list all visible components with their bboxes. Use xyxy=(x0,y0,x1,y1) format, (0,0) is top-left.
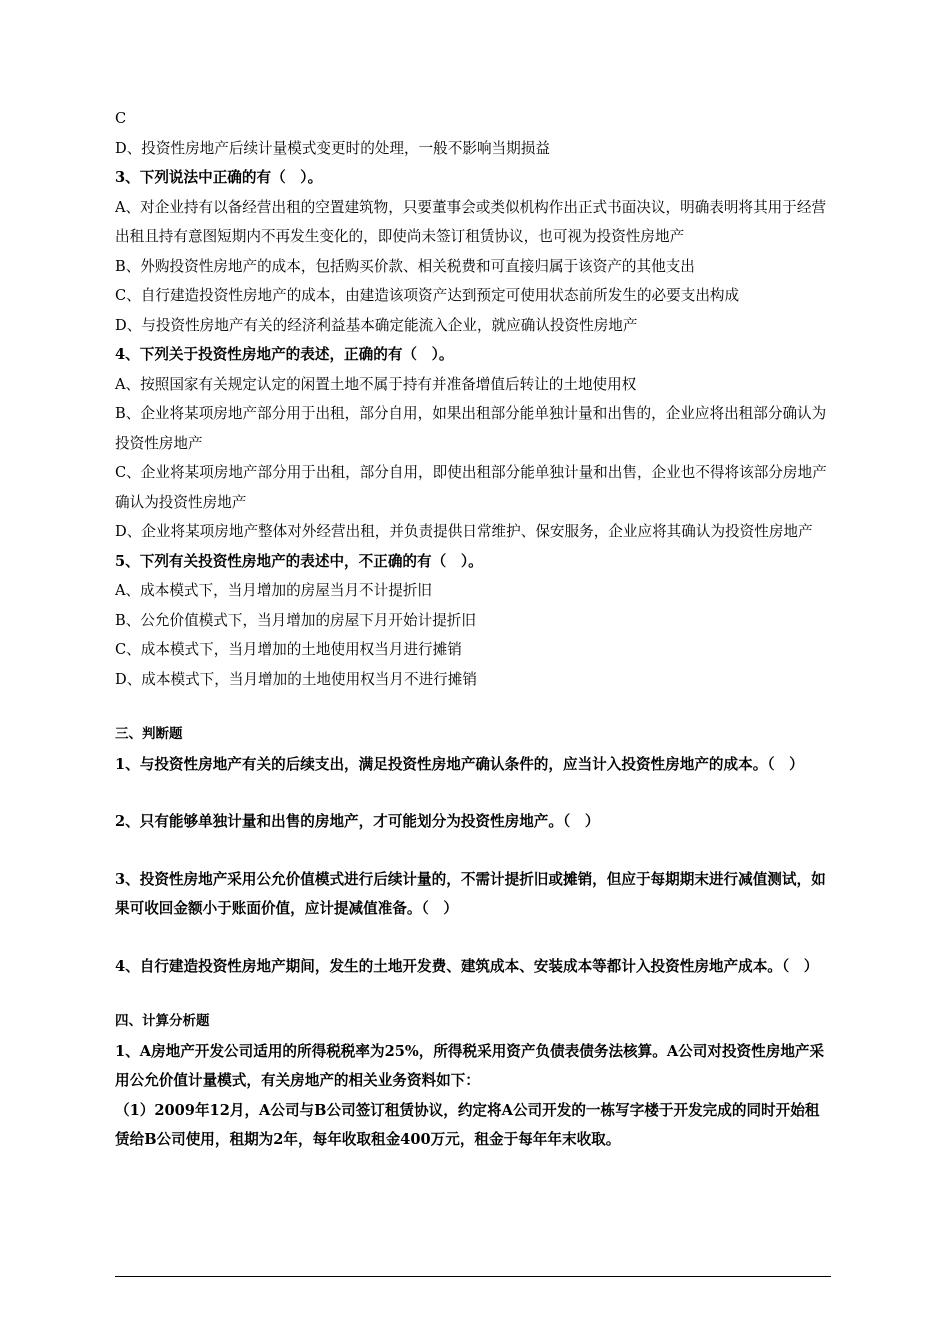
spacer xyxy=(115,924,831,952)
question-4-option-a: A、按照国家有关规定认定的闲置土地不属于持有并准备增值后转让的土地使用权 xyxy=(115,375,637,393)
spacer xyxy=(115,694,831,720)
question-4-option-c: C、企业将某项房地产部分用于出租，部分自用，即使出租部分能单独计量和出售，企业也不得将该部分房地产确认为投资性房地产 xyxy=(115,464,827,511)
question-4-option-d: D、企业将某项房地产整体对外经营出租，并负责提供日常维护、保安服务，企业应将其确认为投资性房地产 xyxy=(115,523,813,540)
prev-option-c: C xyxy=(115,110,127,127)
question-5-title: 5、下列有关投资性房地产的表述中，不正确的有（ ）。 xyxy=(115,552,483,570)
section-4-heading: 四、计算分析题 xyxy=(115,1013,210,1029)
spacer xyxy=(115,837,831,865)
prev-option-d: D、投资性房地产后续计量模式变更时的处理，一般不影响当期损益 xyxy=(115,139,550,157)
question-3-option-a: A、对企业持有以备经营出租的空置建筑物，只要董事会或类似机构作出正式书面决议，明确表明将其用于经营出租且持有意图短期内不再发生变化的，即使尚未签订租赁协议，也可视为投资性房地产 xyxy=(115,198,827,245)
spacer xyxy=(115,779,831,807)
judgment-1: 1、与投资性房地产有关的后续支出，满足投资性房地产确认条件的，应当计入投资性房地产的成本。（ ） xyxy=(115,755,804,773)
question-3-option-c: C、自行建造投资性房地产的成本，由建造该项资产达到预定可使用状态前所发生的必要支出构成 xyxy=(115,287,740,304)
question-5-option-b: B、公允价值模式下，当月增加的房屋下月开始计提折旧 xyxy=(115,611,476,629)
document-page xyxy=(115,104,831,1155)
spacer xyxy=(115,981,831,1007)
judgment-4: 4、自行建造投资性房地产期间，发生的土地开发费、建筑成本、安装成本等都计入投资性房地产成本。（ ） xyxy=(115,957,819,975)
question-3-title: 3、下列说法中正确的有（ ）。 xyxy=(115,169,323,186)
section-3-heading: 三、判断题 xyxy=(115,726,183,742)
footer-divider xyxy=(115,1276,831,1277)
calc-problem-1-item-1: （1）2009年12月，A公司与B公司签订租赁协议，约定将A公司开发的一栋写字楼于开发完成的同时开始租赁给B公司使用，租期为2年，每年收取租金400万元，租金于每年年末收取。 xyxy=(115,1101,820,1148)
judgment-2: 2、只有能够单独计量和出售的房地产，才可能划分为投资性房地产。（ ） xyxy=(115,813,600,830)
judgment-3: 3、投资性房地产采用公允价值模式进行后续计量的，不需计提折旧或摊销，但应于每期期末进行减值测试，如果可收回金额小于账面价值，应计提减值准备。（ ） xyxy=(115,870,826,917)
question-3-option-b: B、外购投资性房地产的成本，包括购买价款、相关税费和可直接归属于该资产的其他支出 xyxy=(115,257,695,275)
question-3-option-d: D、与投资性房地产有关的经济利益基本确定能流入企业，就应确认投资性房地产 xyxy=(115,316,638,334)
calc-problem-1: 1、A房地产开发公司适用的所得税税率为25%，所得税采用资产负债表债务法核算。A公司对投资性房地产采用公允价值计量模式，有关房地产的相关业务资料如下： xyxy=(115,1042,825,1089)
question-5-option-c: C、成本模式下，当月增加的土地使用权当月进行摊销 xyxy=(115,641,462,658)
question-4-title: 4、下列关于投资性房地产的表述，正确的有（ ）。 xyxy=(115,346,454,363)
question-5-option-d: D、成本模式下，当月增加的土地使用权当月不进行摊销 xyxy=(115,670,477,688)
question-5-option-a: A、成本模式下，当月增加的房屋当月不计提折旧 xyxy=(115,582,433,599)
question-4-option-b: B、企业将某项房地产部分用于出租，部分自用，如果出租部分能单独计量和出售的，企业应将出租部分确认为投资性房地产 xyxy=(115,405,827,452)
